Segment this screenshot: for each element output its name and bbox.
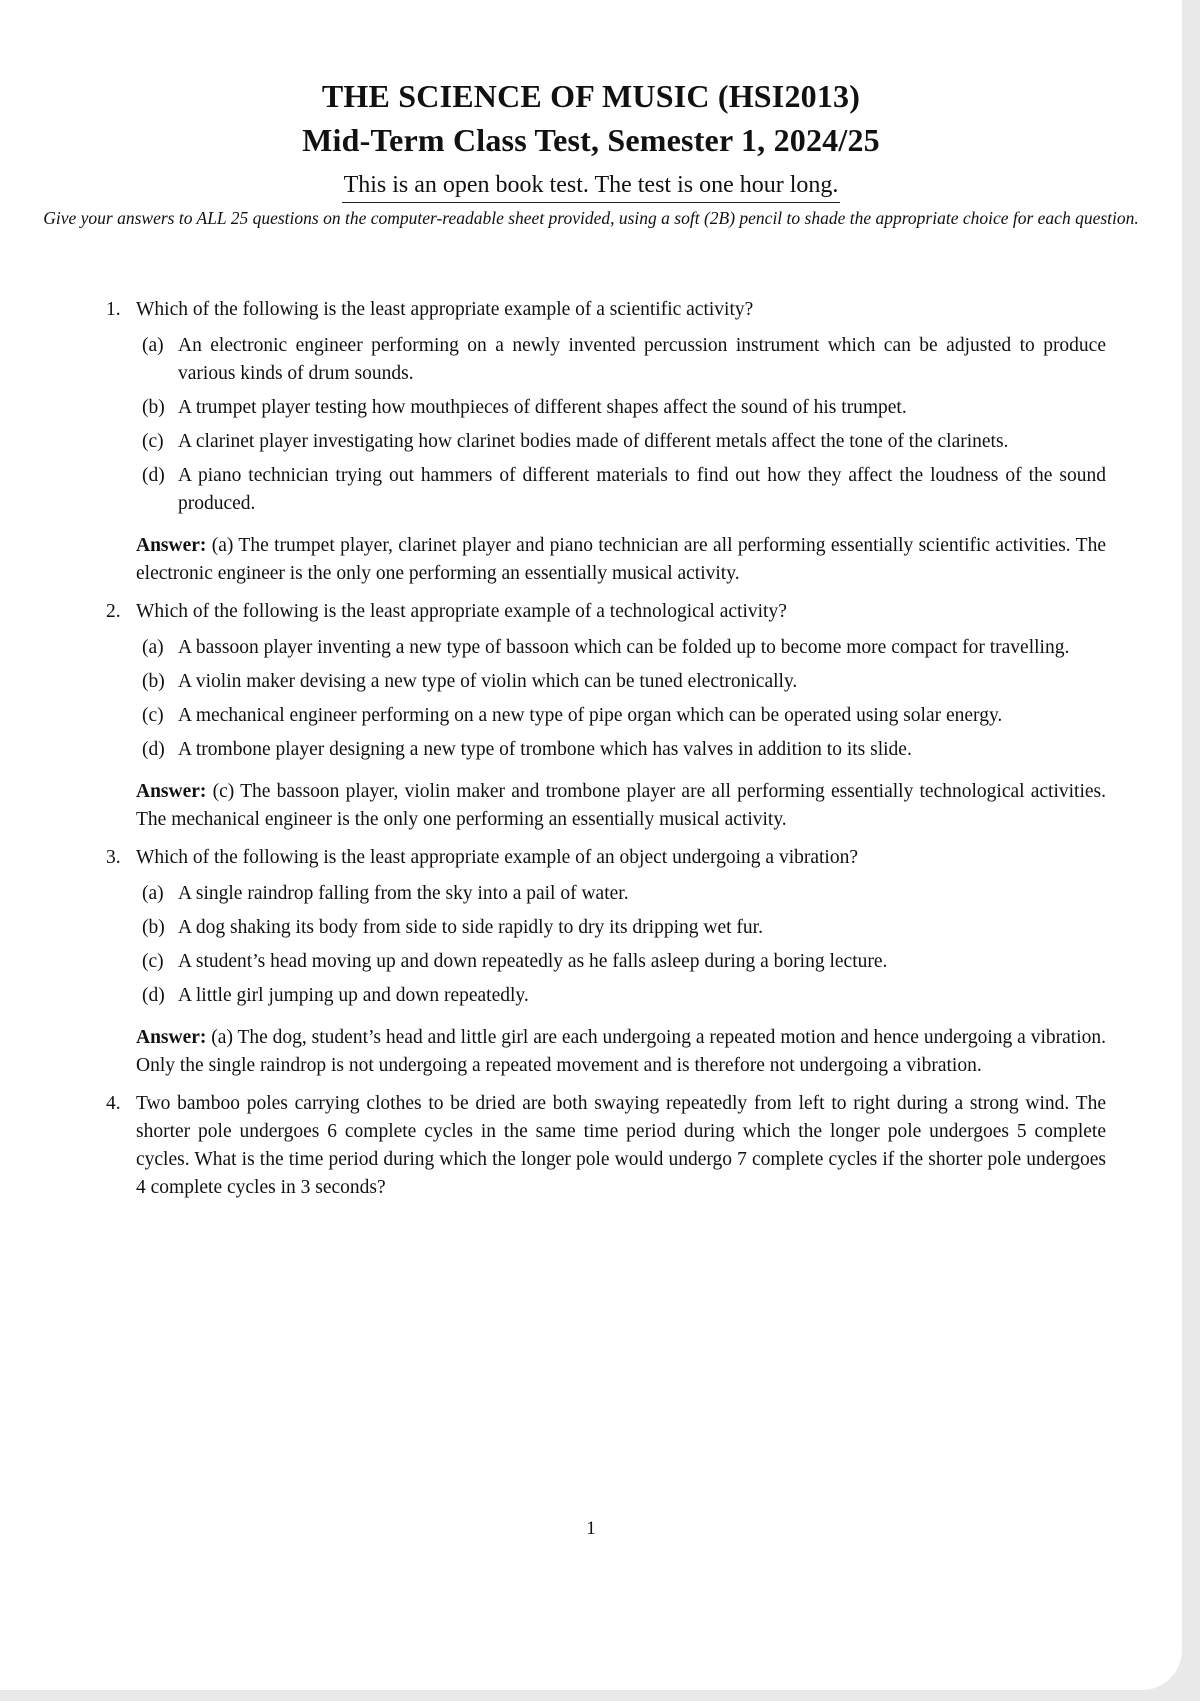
option-a xyxy=(136,634,1106,662)
course-title: THE SCIENCE OF MUSIC (HSI2013) xyxy=(321,78,861,114)
answer-text: (a) The trumpet player, clarinet player and piano technician are all performing essentially scientific activities. The electronic engineer is the only one performing an essentially musical activity. xyxy=(136,535,1106,584)
answer-text: (c) The bassoon player, violin maker and trombone player are all performing essentially technological activities. The mechanical engineer is the only one performing an essentially musical activity. xyxy=(136,781,1107,830)
page-number: 1 xyxy=(586,1518,596,1539)
option-label: (c) xyxy=(142,431,164,452)
option-a xyxy=(136,880,1106,908)
option-text: An electronic engineer performing on a newly invented percussion instrument which can be adjusted to produce various kinds of drum sounds. xyxy=(178,335,1106,384)
answer-label: Answer: xyxy=(136,535,207,556)
option-b xyxy=(136,394,1106,422)
option-text: A bassoon player inventing a new type of bassoon which can be folded up to become more compact for travelling. xyxy=(178,637,1070,658)
option-label: (b) xyxy=(142,671,165,692)
question-4 xyxy=(106,1090,1106,1202)
question-text: Which of the following is the least appropriate example of an object undergoing a vibration? xyxy=(136,847,858,868)
option-c xyxy=(136,948,1106,976)
option-text: A violin maker devising a new type of violin which can be tuned electronically. xyxy=(178,671,798,692)
option-label: (a) xyxy=(142,883,164,904)
option-c xyxy=(136,702,1106,730)
option-text: A single raindrop falling from the sky into a pail of water. xyxy=(178,883,629,904)
question-text: Which of the following is the least appropriate example of a technological activity? xyxy=(136,601,787,622)
test-header xyxy=(0,74,1182,232)
question-text: Which of the following is the least appropriate example of a scientific activity? xyxy=(136,299,754,320)
option-label: (b) xyxy=(142,917,165,938)
option-text: A little girl jumping up and down repeatedly. xyxy=(178,985,529,1006)
question-text: Two bamboo poles carrying clothes to be dried are both swaying repeatedly from left to right during a strong wind. The shorter pole undergoes 6 complete cycles in the same time period during which the longer pole undergoes 5 complete cycles. What is the time period during which the longer pole would undergo 7 complete cycles if the shorter pole undergoes 4 complete cycles in 3 seconds? xyxy=(136,1093,1106,1198)
answer-label: Answer: xyxy=(136,1027,207,1048)
question-2 xyxy=(106,598,1106,834)
option-text: A piano technician trying out hammers of different materials to find out how they affect the loudness of the sound produced. xyxy=(178,465,1106,514)
question-list xyxy=(106,296,1106,1212)
option-b xyxy=(136,914,1106,942)
option-list xyxy=(136,880,1106,1010)
option-text: A trumpet player testing how mouthpieces of different shapes affect the sound of his trumpet. xyxy=(178,397,907,418)
option-label: (a) xyxy=(142,335,164,356)
option-a xyxy=(136,332,1106,388)
option-list xyxy=(136,634,1106,764)
option-label: (b) xyxy=(142,397,165,418)
question-3 xyxy=(106,844,1106,1080)
option-c xyxy=(136,428,1106,456)
option-text: A dog shaking its body from side to side rapidly to dry its dripping wet fur. xyxy=(178,917,763,938)
instructions-text: Give your answers to ALL 25 questions on the computer-readable sheet provided, using a soft (2B) pencil to shade the appropriate choice for each question. xyxy=(43,208,1139,228)
question-number: 3. xyxy=(106,847,121,868)
option-list xyxy=(136,332,1106,518)
option-label: (d) xyxy=(142,465,165,486)
option-label: (c) xyxy=(142,951,164,972)
answer-block xyxy=(136,1024,1106,1080)
option-label: (c) xyxy=(142,705,164,726)
answer-block xyxy=(136,778,1106,834)
option-text: A clarinet player investigating how clarinet bodies made of different metals affect the tone of the clarinets. xyxy=(178,431,1009,452)
intro-text: This is an open book test. The test is one hour long. xyxy=(342,170,841,203)
answer-text: (a) The dog, student’s head and little girl are each undergoing a repeated motion and hence undergoing a vibration. Only the single raindrop is not undergoing a repeated movement and is therefore not undergoing a vibration. xyxy=(136,1027,1107,1076)
answer-block xyxy=(136,532,1106,588)
option-label: (d) xyxy=(142,739,165,760)
option-d xyxy=(136,982,1106,1010)
option-text: A trombone player designing a new type of trombone which has valves in addition to its slide. xyxy=(178,739,912,760)
option-text: A student’s head moving up and down repeatedly as he falls asleep during a boring lecture. xyxy=(178,951,888,972)
option-label: (a) xyxy=(142,637,164,658)
option-text: A mechanical engineer performing on a new type of pipe organ which can be operated using solar energy. xyxy=(178,705,1003,726)
option-b xyxy=(136,668,1106,696)
question-number: 1. xyxy=(106,299,121,320)
option-d xyxy=(136,462,1106,518)
option-label: (d) xyxy=(142,985,165,1006)
answer-label: Answer: xyxy=(136,781,207,802)
question-1 xyxy=(106,296,1106,588)
test-title: Mid-Term Class Test, Semester 1, 2024/25 xyxy=(302,122,880,158)
question-number: 4. xyxy=(106,1093,121,1114)
option-d xyxy=(136,736,1106,764)
question-number: 2. xyxy=(106,601,121,622)
